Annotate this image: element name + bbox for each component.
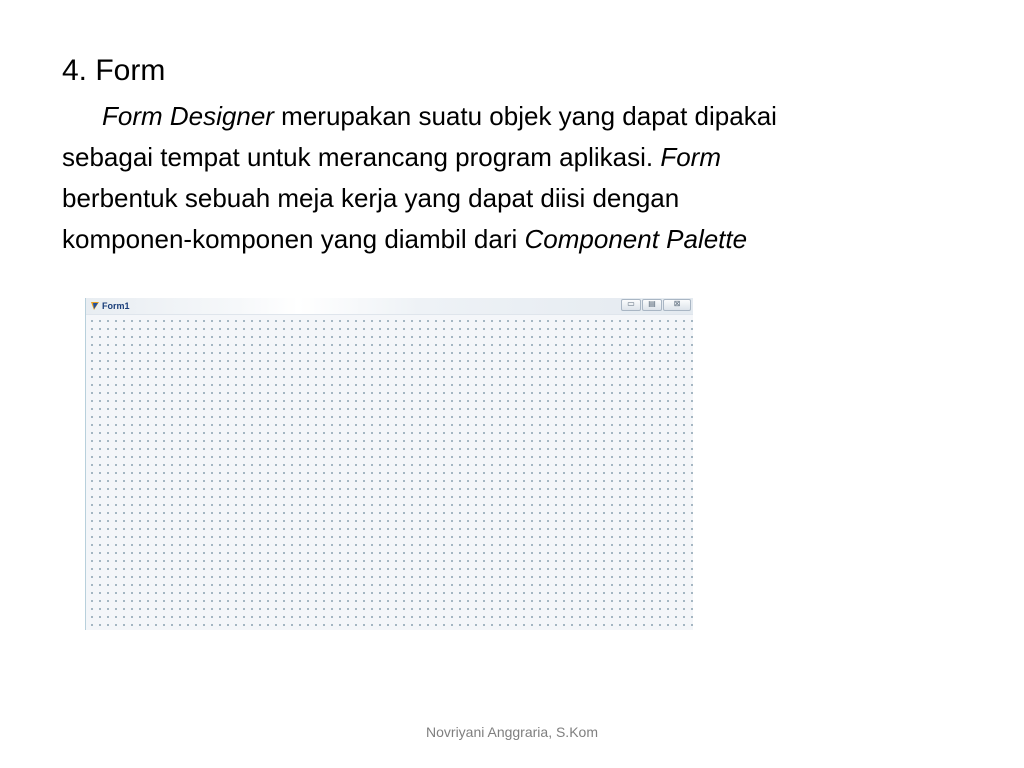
term-form: Form [660, 142, 722, 172]
minimize-icon: ▭ [627, 299, 635, 308]
form-design-grid[interactable] [86, 315, 693, 630]
term-component-palette: Component Palette [524, 224, 748, 254]
maximize-icon: ▤ [648, 299, 656, 308]
paragraph-line-4 [62, 219, 942, 260]
paragraph-line-1-text: merupakan suatu objek yang dapat dipakai [273, 101, 777, 131]
slide-paragraph [62, 96, 942, 260]
maximize-button[interactable] [642, 299, 662, 311]
paragraph-line-2-text: sebagai tempat untuk merancang program aplikasi. [62, 142, 661, 172]
slide-heading: 4. Form [62, 54, 166, 87]
form-designer-window[interactable] [85, 298, 693, 630]
form-title: Form1 [102, 301, 130, 311]
paragraph-line-4-text: komponen-komponen yang diambil dari [62, 224, 525, 254]
close-button[interactable] [663, 299, 691, 311]
minimize-button[interactable] [621, 299, 641, 311]
paragraph-line-1 [62, 96, 942, 137]
delphi-form-icon [90, 301, 100, 311]
term-form-designer: Form Designer [102, 101, 274, 131]
form-title-bar[interactable] [86, 298, 693, 315]
window-controls [621, 299, 691, 311]
paragraph-line-2 [62, 137, 942, 178]
close-icon: ⊠ [673, 299, 681, 308]
paragraph-line-3: berbentuk sebuah meja kerja yang dapat diisi dengan [62, 183, 680, 213]
slide-footer-author: Novriyani Anggraria, S.Kom [426, 724, 598, 740]
